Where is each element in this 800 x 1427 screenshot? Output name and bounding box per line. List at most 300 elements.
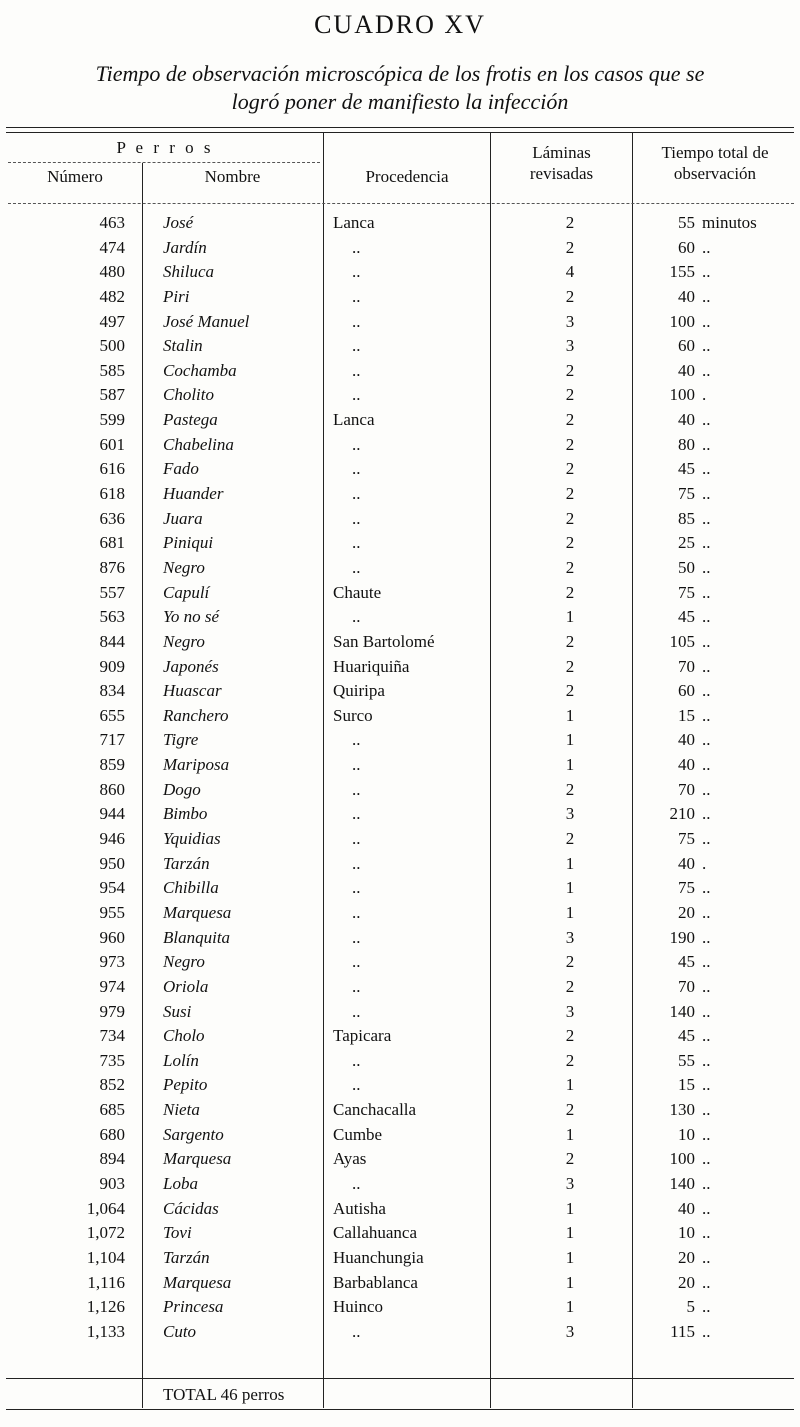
dog-number: 599 [99,410,125,430]
tiempo-unit: .. [702,804,711,824]
laminas-cell: 3 [565,311,575,331]
laminas-cell: 2 [565,779,575,799]
procedencia-cell: San Bartolomé [333,631,435,651]
header-laminas-line1: Láminas [532,143,591,162]
tiempo-cell: 140 [669,1173,695,1193]
dog-name: Cochamba [163,360,237,380]
tiempo-cell: 140 [669,1001,695,1021]
procedencia-cell: .. [352,829,361,849]
procedencia-cell: .. [352,730,361,750]
tiempo-unit: .. [702,927,711,947]
table-row [0,706,800,731]
tiempo-unit: .. [702,1026,711,1046]
tiempo-cell: 55 [678,1050,695,1070]
laminas-cell: 3 [565,1173,575,1193]
procedencia-cell: .. [352,1001,361,1021]
procedencia-cell: Ayas [333,1149,367,1169]
tiempo-unit: .. [702,681,711,701]
dog-name: Marquesa [163,1272,232,1292]
dog-name: Tovi [163,1223,192,1243]
laminas-cell: 1 [565,1198,575,1218]
tiempo-cell: 40 [678,755,695,775]
dog-number: 616 [99,459,125,479]
tiempo-unit: .. [702,631,711,651]
procedencia-cell: Chaute [333,582,382,602]
tiempo-cell: 60 [678,681,695,701]
table-row [0,1149,800,1174]
header-laminas-line2: revisadas [529,164,594,183]
tiempo-unit: .. [702,286,711,306]
table-row [0,1026,800,1051]
dog-name: Huander [163,484,224,504]
procedencia-cell: .. [352,311,361,331]
dog-number: 482 [99,286,125,306]
table-row [0,804,800,829]
laminas-cell: 2 [565,213,575,232]
tiempo-unit: .. [702,1001,711,1021]
tiempo-unit: .. [702,1247,711,1267]
dog-name: Chibilla [163,878,219,898]
tiempo-unit: .. [702,1223,711,1243]
procedencia-cell: .. [352,336,361,356]
tiempo-unit: .. [702,1100,711,1120]
dog-name: Piniqui [163,533,214,553]
laminas-cell: 3 [565,927,575,947]
dog-name: Negro [163,952,205,972]
dog-name: Nieta [163,1100,200,1120]
laminas-cell: 4 [565,262,575,282]
procedencia-cell: .. [352,459,361,479]
dog-number: 954 [99,878,125,898]
table-row [0,583,800,608]
laminas-cell: 2 [565,385,575,405]
dog-number: 834 [99,681,125,701]
dog-number: 903 [99,1173,125,1193]
dog-number: 681 [99,533,125,553]
laminas-cell: 3 [565,1321,575,1341]
table-row [0,780,800,805]
tiempo-cell: 75 [678,484,695,504]
tiempo-unit: .. [702,878,711,898]
tiempo-cell: 75 [678,582,695,602]
procedencia-cell: .. [352,878,361,898]
table-row [0,632,800,657]
table-row [0,262,800,287]
laminas-cell: 1 [565,755,575,775]
tiempo-unit: .. [702,755,711,775]
dog-number: 618 [99,484,125,504]
dog-name: Tigre [163,730,199,750]
dog-number: 717 [99,730,125,750]
table-row [0,854,800,879]
tiempo-cell: 15 [678,705,695,725]
tiempo-cell: 75 [678,829,695,849]
dog-number: 735 [99,1050,125,1070]
procedencia-cell: Lanca [333,410,375,430]
dog-name: Dogo [163,779,201,799]
tiempo-unit: .. [702,237,711,257]
tiempo-cell: 115 [670,1321,695,1341]
table-row [0,1322,800,1347]
tiempo-cell: 155 [669,262,695,282]
dog-number: 463 [99,213,125,232]
tiempo-cell: 40 [678,286,695,306]
procedencia-cell: .. [352,952,361,972]
tiempo-cell: 40 [678,853,695,873]
procedencia-cell: .. [352,927,361,947]
procedencia-cell: .. [352,1173,361,1193]
tiempo-cell: 10 [678,1223,695,1243]
table-row [0,361,800,386]
dog-name: Sargento [163,1124,224,1144]
tiempo-unit: .. [702,829,711,849]
laminas-cell: 2 [565,1149,575,1169]
procedencia-cell: .. [352,1075,361,1095]
dog-number: 973 [99,952,125,972]
table-subtitle [10,60,790,116]
procedencia-cell: .. [352,902,361,922]
tiempo-unit: .. [702,1297,711,1317]
header-numero: Número [47,167,103,186]
dog-name: Capulí [163,582,210,602]
procedencia-cell: .. [352,755,361,775]
tiempo-cell: 45 [678,1026,695,1046]
laminas-cell: 2 [565,533,575,553]
table-row [0,1273,800,1298]
dog-name: Shiluca [163,262,214,282]
laminas-cell: 2 [565,410,575,430]
dog-name: Susi [163,1001,192,1021]
laminas-cell: 1 [565,1297,575,1317]
dog-name: Oriola [163,976,209,996]
top-rule [6,127,794,128]
tiempo-cell: 80 [678,434,695,454]
table-row [0,385,800,410]
tiempo-cell: 40 [678,410,695,430]
tiempo-unit: .. [702,902,711,922]
table-row [0,287,800,312]
tiempo-cell: 60 [678,336,695,356]
tiempo-unit: .. [702,705,711,725]
procedencia-cell: .. [352,360,361,380]
procedencia-cell: .. [352,607,361,627]
laminas-cell: 2 [565,829,575,849]
dog-name: Loba [163,1173,198,1193]
laminas-cell: 3 [565,804,575,824]
tiempo-cell: 85 [678,508,695,528]
dog-number: 859 [99,755,125,775]
procedencia-cell: .. [352,508,361,528]
procedencia-cell: Autisha [333,1198,386,1218]
dog-name: Jardín [163,237,207,257]
laminas-cell: 2 [565,1050,575,1070]
dog-number: 601 [99,434,125,454]
tiempo-cell: 70 [678,779,695,799]
dog-number: 474 [99,237,125,257]
tiempo-unit: .. [702,311,711,331]
dog-name: Cholito [163,385,215,405]
table-row [0,336,800,361]
dog-number: 1,126 [86,1297,125,1317]
tiempo-cell: 5 [686,1297,695,1317]
table-row [0,730,800,755]
tiempo-unit: minutos [702,213,757,232]
tiempo-cell: 50 [678,557,695,577]
table-title: CUADRO XV [314,10,486,39]
procedencia-cell: .. [352,1321,361,1341]
tiempo-unit: .. [702,1173,711,1193]
laminas-cell: 1 [565,705,575,725]
table-row [0,878,800,903]
laminas-cell: 2 [565,681,575,701]
procedencia-cell: .. [352,262,361,282]
header-bottom-rule [8,203,794,204]
laminas-cell: 1 [565,607,575,627]
laminas-cell: 1 [565,853,575,873]
laminas-cell: 2 [565,286,575,306]
bottom-rule-upper [6,1378,794,1379]
dog-number: 497 [99,311,125,331]
laminas-cell: 1 [565,878,575,898]
table-row [0,1297,800,1322]
dog-name: Piri [163,286,190,306]
table-body [0,213,800,1346]
dog-number: 894 [99,1149,125,1169]
table-row [0,1199,800,1224]
laminas-cell: 2 [565,656,575,676]
perros-underline [8,162,320,163]
laminas-cell: 2 [565,952,575,972]
laminas-cell: 1 [565,902,575,922]
procedencia-cell: Huanchungia [333,1247,424,1267]
dog-number: 734 [99,1026,125,1046]
tiempo-unit: .. [702,336,711,356]
procedencia-cell: .. [352,434,361,454]
laminas-cell: 1 [565,1124,575,1144]
procedencia-cell: .. [352,853,361,873]
laminas-cell: 2 [565,976,575,996]
table-row [0,1174,800,1199]
tiempo-cell: 60 [678,237,695,257]
tiempo-unit: .. [702,459,711,479]
procedencia-cell: Cumbe [333,1124,383,1144]
bottom-rule [6,1409,794,1410]
procedencia-cell: Callahuanca [333,1223,418,1243]
procedencia-cell: .. [352,976,361,996]
tiempo-cell: 20 [678,902,695,922]
procedencia-cell: Huinco [333,1297,384,1317]
tiempo-unit: .. [702,1272,711,1292]
tiempo-cell: 40 [678,730,695,750]
tiempo-unit: .. [702,1124,711,1144]
tiempo-cell: 55 [678,213,695,232]
table-row [0,657,800,682]
laminas-cell: 3 [565,1001,575,1021]
header-perros: P e r r o s [116,138,214,157]
dog-name: Pastega [163,410,218,430]
procedencia-cell: .. [352,484,361,504]
dog-number: 685 [99,1100,125,1120]
dog-name: Ranchero [163,705,229,725]
table-row [0,213,800,238]
dog-name: Tarzán [163,853,210,873]
header-tiempo-line2: observación [673,164,757,183]
dog-number: 585 [99,360,125,380]
table-row [0,1125,800,1150]
dog-name: Negro [163,557,205,577]
laminas-cell: 2 [565,434,575,454]
tiempo-unit: .. [702,484,711,504]
dog-number: 1,104 [86,1247,125,1267]
table-row [0,607,800,632]
laminas-cell: 2 [565,1100,575,1120]
dog-number: 876 [99,557,125,577]
laminas-cell: 2 [565,582,575,602]
dog-number: 960 [99,927,125,947]
tiempo-cell: 130 [669,1100,695,1120]
dog-number: 955 [99,902,125,922]
procedencia-cell: Lanca [333,213,375,232]
tiempo-unit: .. [702,582,711,602]
laminas-cell: 2 [565,557,575,577]
procedencia-cell: Barbablanca [333,1272,418,1292]
procedencia-cell: Surco [333,705,373,725]
table-row [0,952,800,977]
dog-number: 636 [99,508,125,528]
procedencia-cell: .. [352,1050,361,1070]
tiempo-cell: 100 [669,1149,695,1169]
laminas-cell: 1 [565,730,575,750]
table-row [0,410,800,435]
dog-name: Cuto [163,1321,197,1341]
procedencia-cell: Tapicara [333,1026,392,1046]
dog-number: 480 [99,262,125,282]
dog-name: Japonés [163,656,219,676]
dog-name: Yo no sé [163,607,220,627]
dog-name: Cácidas [163,1198,219,1218]
dog-name: José [163,213,194,232]
tiempo-cell: 25 [678,533,695,553]
total-label: TOTAL 46 perros [163,1385,285,1404]
tiempo-cell: 15 [678,1075,695,1095]
tiempo-cell: 70 [678,976,695,996]
tiempo-unit: .. [702,410,711,430]
tiempo-cell: 105 [669,631,695,651]
dog-number: 979 [99,1001,125,1021]
procedencia-cell: .. [352,533,361,553]
procedencia-cell: .. [352,385,361,405]
tiempo-unit: . [702,385,707,405]
header-procedencia: Procedencia [365,167,449,186]
header-nombre: Nombre [204,167,261,186]
laminas-cell: 3 [565,336,575,356]
tiempo-unit: .. [702,533,711,553]
dog-name: Fado [163,459,199,479]
procedencia-cell: .. [352,237,361,257]
dog-number: 680 [99,1124,125,1144]
dog-number: 844 [99,631,125,651]
procedencia-cell: .. [352,779,361,799]
dog-name: Tarzán [163,1247,210,1267]
table-row [0,533,800,558]
tiempo-unit: .. [702,656,711,676]
laminas-cell: 1 [565,1272,575,1292]
dog-number: 860 [99,779,125,799]
laminas-cell: 2 [565,508,575,528]
tiempo-cell: 100 [669,385,695,405]
table-row [0,977,800,1002]
tiempo-cell: 100 [669,311,695,331]
table-row [0,459,800,484]
table-row [0,1248,800,1273]
tiempo-unit: .. [702,1050,711,1070]
laminas-cell: 2 [565,631,575,651]
table-row [0,435,800,460]
tiempo-unit: .. [702,952,711,972]
tiempo-unit: .. [702,434,711,454]
tiempo-cell: 190 [669,927,695,947]
dog-name: Princesa [163,1297,224,1317]
table-row [0,509,800,534]
tiempo-unit: .. [702,1198,711,1218]
tiempo-unit: .. [702,607,711,627]
table-row [0,238,800,263]
dog-number: 557 [99,582,125,602]
dog-number: 974 [99,976,125,996]
laminas-cell: 2 [565,1026,575,1046]
dog-name: Pepito [163,1075,208,1095]
laminas-cell: 1 [565,1247,575,1267]
table-row [0,928,800,953]
tiempo-cell: 45 [678,952,695,972]
procedencia-cell: .. [352,286,361,306]
tiempo-unit: .. [702,360,711,380]
dog-name: Cholo [163,1026,205,1046]
procedencia-cell: .. [352,557,361,577]
laminas-cell: 2 [565,459,575,479]
laminas-cell: 2 [565,237,575,257]
dog-name: Negro [163,631,205,651]
dog-number: 655 [99,705,125,725]
dog-number: 1,072 [86,1223,125,1243]
dog-name: Juara [163,508,203,528]
dog-number: 909 [99,656,125,676]
tiempo-cell: 45 [678,459,695,479]
dog-number: 1,133 [86,1321,125,1341]
dog-name: Huascar [163,681,222,701]
table-row [0,903,800,928]
dog-name: Chabelina [163,434,234,454]
tiempo-unit: .. [702,730,711,750]
table-row [0,1100,800,1125]
table-row [0,755,800,780]
procedencia-cell: Huariquiña [333,656,410,676]
dog-name: Lolín [163,1050,199,1070]
dog-number: 500 [99,336,125,356]
laminas-cell: 2 [565,484,575,504]
tiempo-unit: .. [702,1075,711,1095]
tiempo-cell: 20 [678,1272,695,1292]
tiempo-cell: 10 [678,1124,695,1144]
dog-name: Yquidias [163,829,221,849]
tiempo-unit: .. [702,976,711,996]
laminas-cell: 2 [565,360,575,380]
tiempo-cell: 40 [678,360,695,380]
dog-number: 950 [99,853,125,873]
tiempo-unit: . [702,853,707,873]
tiempo-unit: .. [702,557,711,577]
dog-name: Mariposa [163,755,230,775]
